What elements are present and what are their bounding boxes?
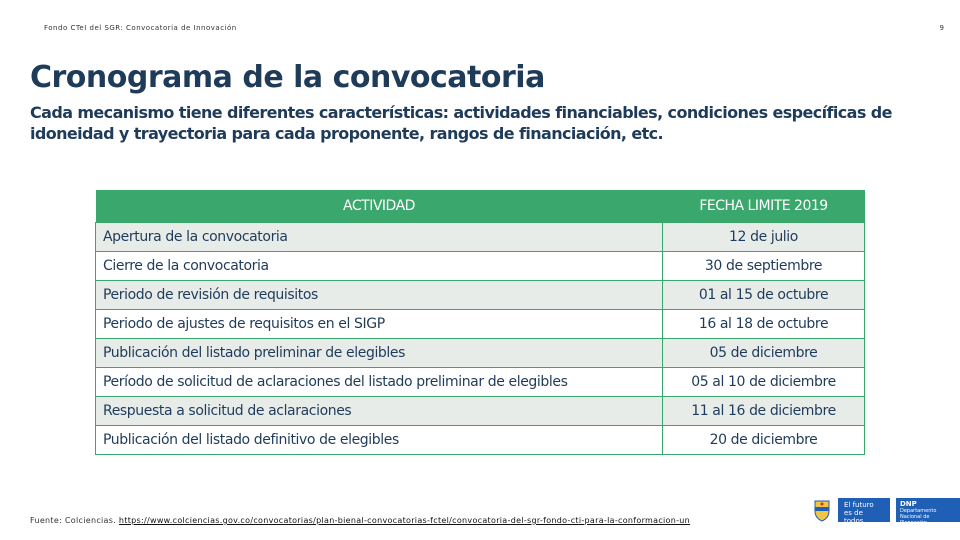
activity-cell: Periodo de ajustes de requisitos en el SIGP bbox=[96, 310, 663, 339]
coat-of-arms-icon bbox=[812, 498, 832, 522]
gov-logo-line2: es de todos bbox=[844, 509, 864, 525]
activity-cell: Publicación del listado preliminar de elegibles bbox=[96, 339, 663, 368]
source-link[interactable]: https://www.colciencias.gov.co/convocatorias/plan-bienal-convocatorias-fctel/convocatoria-del-sgr-fondo-cti-para-la-conformacion-un bbox=[118, 516, 691, 525]
source-footer bbox=[30, 516, 690, 525]
table-row bbox=[96, 397, 865, 426]
document-header: Fondo CTeI del SGR: Convocatoria de Innovación bbox=[44, 24, 237, 32]
dnp-logo-line2: Nacional de Planeación bbox=[900, 514, 930, 526]
dnp-logo-line1: Departamento bbox=[900, 508, 937, 514]
table-row bbox=[96, 223, 865, 252]
activity-cell: Periodo de revisión de requisitos bbox=[96, 281, 663, 310]
activity-cell: Publicación del listado definitivo de elegibles bbox=[96, 426, 663, 455]
column-header-date: FECHA LIMITE 2019 bbox=[663, 190, 865, 223]
schedule-table bbox=[95, 190, 865, 455]
gov-logo-line1: El futuro bbox=[844, 501, 874, 509]
activity-cell: Cierre de la convocatoria bbox=[96, 252, 663, 281]
logo-strip bbox=[812, 498, 960, 526]
page-subtitle: Cada mecanismo tiene diferentes características: actividades financiables, condiciones específicas de idoneidad y trayectoria para cada proponente, rangos de financiación, etc. bbox=[30, 103, 892, 143]
date-cell: 16 al 18 de octubre bbox=[663, 310, 865, 339]
source-label: Fuente: Colciencias. bbox=[30, 516, 117, 525]
page-title: Cronograma de la convocatoria bbox=[30, 60, 545, 95]
table-row bbox=[96, 252, 865, 281]
table-row bbox=[96, 310, 865, 339]
date-cell: 11 al 16 de diciembre bbox=[663, 397, 865, 426]
gov-logo bbox=[838, 498, 890, 525]
column-header-activity: ACTIVIDAD bbox=[96, 190, 663, 223]
date-cell: 05 de diciembre bbox=[663, 339, 865, 368]
table-row bbox=[96, 281, 865, 310]
table-row bbox=[96, 368, 865, 397]
dnp-logo-title: DNP bbox=[900, 500, 917, 508]
activity-cell: Período de solicitud de aclaraciones del listado preliminar de elegibles bbox=[96, 368, 663, 397]
activity-cell: Apertura de la convocatoria bbox=[96, 223, 663, 252]
date-cell: 01 al 15 de octubre bbox=[663, 281, 865, 310]
activity-cell: Respuesta a solicitud de aclaraciones bbox=[96, 397, 663, 426]
table-row bbox=[96, 426, 865, 455]
page-number: 9 bbox=[939, 24, 944, 32]
table-row bbox=[96, 339, 865, 368]
date-cell: 30 de septiembre bbox=[663, 252, 865, 281]
date-cell: 20 de diciembre bbox=[663, 426, 865, 455]
date-cell: 12 de julio bbox=[663, 223, 865, 252]
date-cell: 05 al 10 de diciembre bbox=[663, 368, 865, 397]
table-header-row bbox=[96, 190, 865, 223]
dnp-logo bbox=[896, 498, 960, 526]
